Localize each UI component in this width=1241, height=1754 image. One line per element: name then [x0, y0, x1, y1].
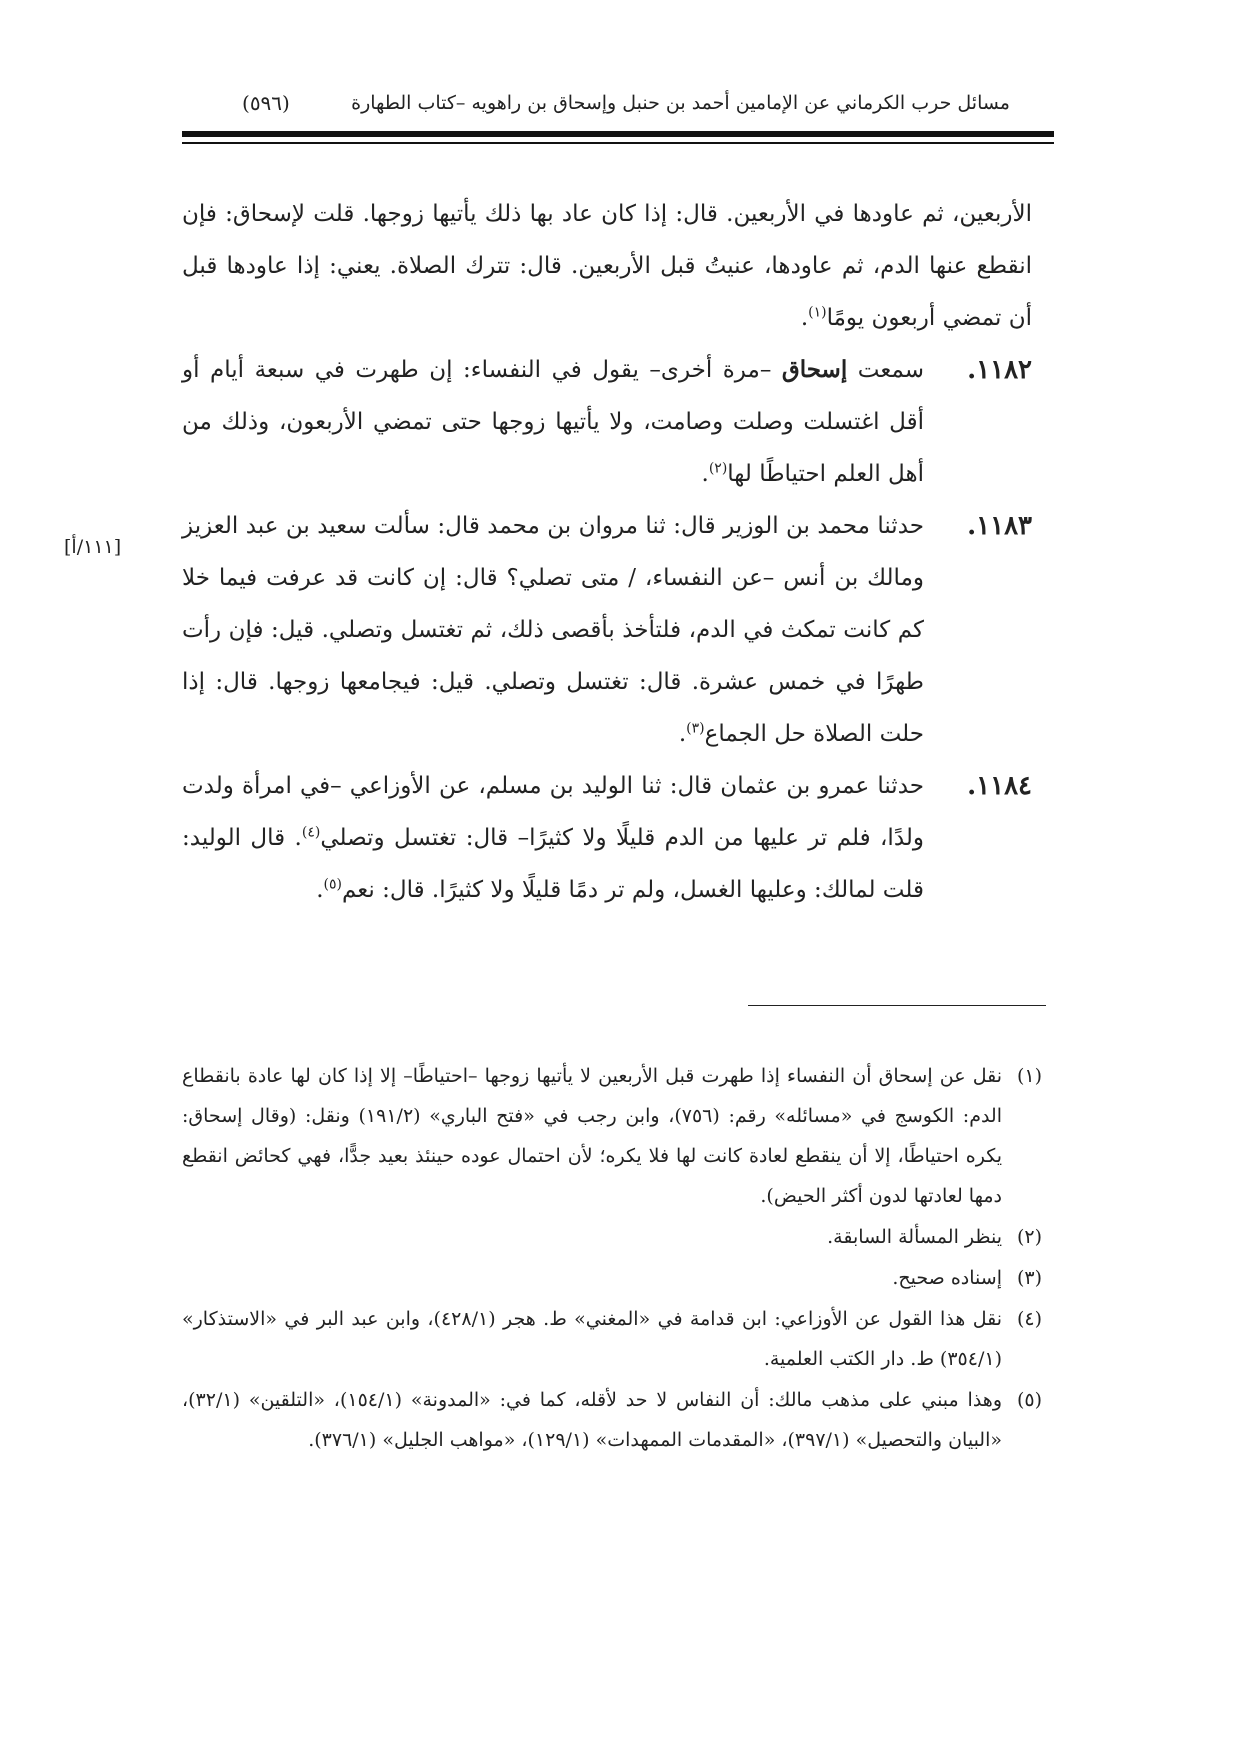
entry-1183 — [182, 500, 1032, 760]
opening-paragraph — [182, 188, 1032, 344]
running-header — [230, 88, 1010, 128]
folio-marker: [١١١/أ] — [64, 536, 122, 558]
entry-1182 — [182, 344, 1032, 500]
entry-1184 — [182, 760, 1032, 916]
entry-end: . — [316, 877, 324, 903]
footnote-number: (٢) — [1016, 1226, 1042, 1248]
entry-end: . — [701, 461, 709, 487]
main-text — [182, 188, 1032, 916]
paragraph-text: الأربعين، ثم عاودها في الأربعين. قال: إذا كان عاد بها ذلك يأتيها زوجها. قلت لإسحاق: فإن انقطع عنها الدم، ثم عاودها، عنيتُ قبل الأربعين. قال: تترك الصلاة. يعني: إذا عاودها قبل أن تمضي أربعون يومًا — [182, 201, 1032, 331]
footnote-4 — [182, 1299, 1042, 1379]
footnote-number: (١) — [1016, 1065, 1042, 1087]
footnote-text: ينظر المسألة السابقة. — [827, 1226, 1002, 1248]
footnote-ref: (٤) — [301, 824, 321, 841]
footnote-number: (٥) — [1016, 1389, 1042, 1411]
entry-number: ١١٨٢. — [967, 355, 1032, 385]
paragraph-end: . — [800, 305, 809, 331]
header-title: مسائل حرب الكرماني عن الإمامين أحمد بن حنبل وإسحاق بن راهويه –كتاب الطهارة — [351, 92, 1010, 114]
footnote-ref: (٥) — [323, 876, 342, 893]
footnote-ref: (٢) — [708, 460, 728, 477]
entry-text — [182, 500, 924, 760]
entry-number: ١١٨٤. — [967, 771, 1032, 801]
footnote-text: نقل عن إسحاق أن النفساء إذا طهرت قبل الأربعين لا يأتيها زوجها –احتياطًا– إلا إذا كان لها عادة بانقطاع الدم: الكوسج في «مسائله» رقم: (٧٥٦)، وابن رجب في «فتح الباري» (١٩١/٢) ونقل: (وقال إسحاق: يكره احتياطًا، إلا أن ينقطع لعادة كانت لها فلا يكره؛ لأن احتمال عوده حينئذ بعيد جدًّا، فهي كحائض انقطع دمها لعادتها لدون أكثر الحيض). — [182, 1065, 1003, 1207]
entry-body: –مرة أخرى– يقول في النفساء: إن طهرت في سبعة أيام أو أقل اغتسلت وصلت وصامت، ولا يأتيها زوجها حتى تمضي الأربعون، وذلك من أهل العلم احتياطًا لها — [182, 357, 924, 487]
footnote-text: وهذا مبني على مذهب مالك: أن النفاس لا حد لأقله، كما في: «المدونة» (١٥٤/١)، «التلقين» (٣٢/١)، «البيان والتحصيل» (٣٩٧/١)، «المقدمات الممهدات» (١٢٩/١)، «مواهب الجليل» (٣٧٦/١). — [182, 1389, 1002, 1451]
header-rule-thin — [182, 142, 1054, 144]
footnote-text: إسناده صحيح. — [892, 1267, 1002, 1289]
entry-bold-name: إسحاق — [781, 356, 848, 383]
footnote-1 — [182, 1056, 1042, 1216]
footnote-text: نقل هذا القول عن الأوزاعي: ابن قدامة في «المغني» ط. هجر (٤٢٨/١)، وابن عبد البر في «الاستذكار» (٣٥٤/١) ط. دار الكتب العلمية. — [182, 1308, 1002, 1370]
footnote-3 — [182, 1258, 1042, 1298]
footnote-separator — [748, 1005, 1046, 1006]
entry-body-continued: . قال الوليد: قلت لمالك: وعليها الغسل، ولم تر دمًا قليلًا ولا كثيرًا. قال: نعم — [182, 825, 924, 903]
footnote-ref: (١) — [808, 304, 827, 321]
footnotes — [182, 1056, 1042, 1461]
entry-body: حدثنا عمرو بن عثمان قال: ثنا الوليد بن مسلم، عن الأوزاعي –في امرأة ولدت ولدًا، فلم تر عليها من الدم قليلًا ولا كثيرًا– قال: تغتسل وتصلي — [182, 773, 925, 851]
entry-body: حدثنا محمد بن الوزير قال: ثنا مروان بن محمد قال: سألت سعيد بن عبد العزيز ومالك بن أنس –عن النفساء، / متى تصلي؟ قال: إن كانت قد عرفت فيما خلا كم كانت تمكث في الدم، فلتأخذ بأقصى ذلك، ثم تغتسل وتصلي. قيل: فإن رأت طهرًا في خمس عشرة. قال: تغتسل وتصلي. قيل: فيجامعها زوجها. قال: إذا حلت الصلاة حل الجماع — [182, 513, 924, 747]
entry-number: ١١٨٣. — [967, 511, 1032, 541]
entry-end: . — [678, 721, 687, 747]
footnote-number: (٤) — [1016, 1308, 1042, 1330]
footnote-5 — [182, 1380, 1042, 1460]
entry-text — [182, 344, 924, 500]
header-rule-thick — [182, 131, 1054, 137]
entry-text — [182, 760, 924, 916]
footnote-2 — [182, 1217, 1042, 1257]
footnote-ref: (٣) — [686, 720, 705, 737]
page-number: (٥٩٦) — [242, 91, 290, 115]
entry-pre: سمعت — [847, 357, 925, 383]
footnote-number: (٣) — [1016, 1267, 1042, 1289]
